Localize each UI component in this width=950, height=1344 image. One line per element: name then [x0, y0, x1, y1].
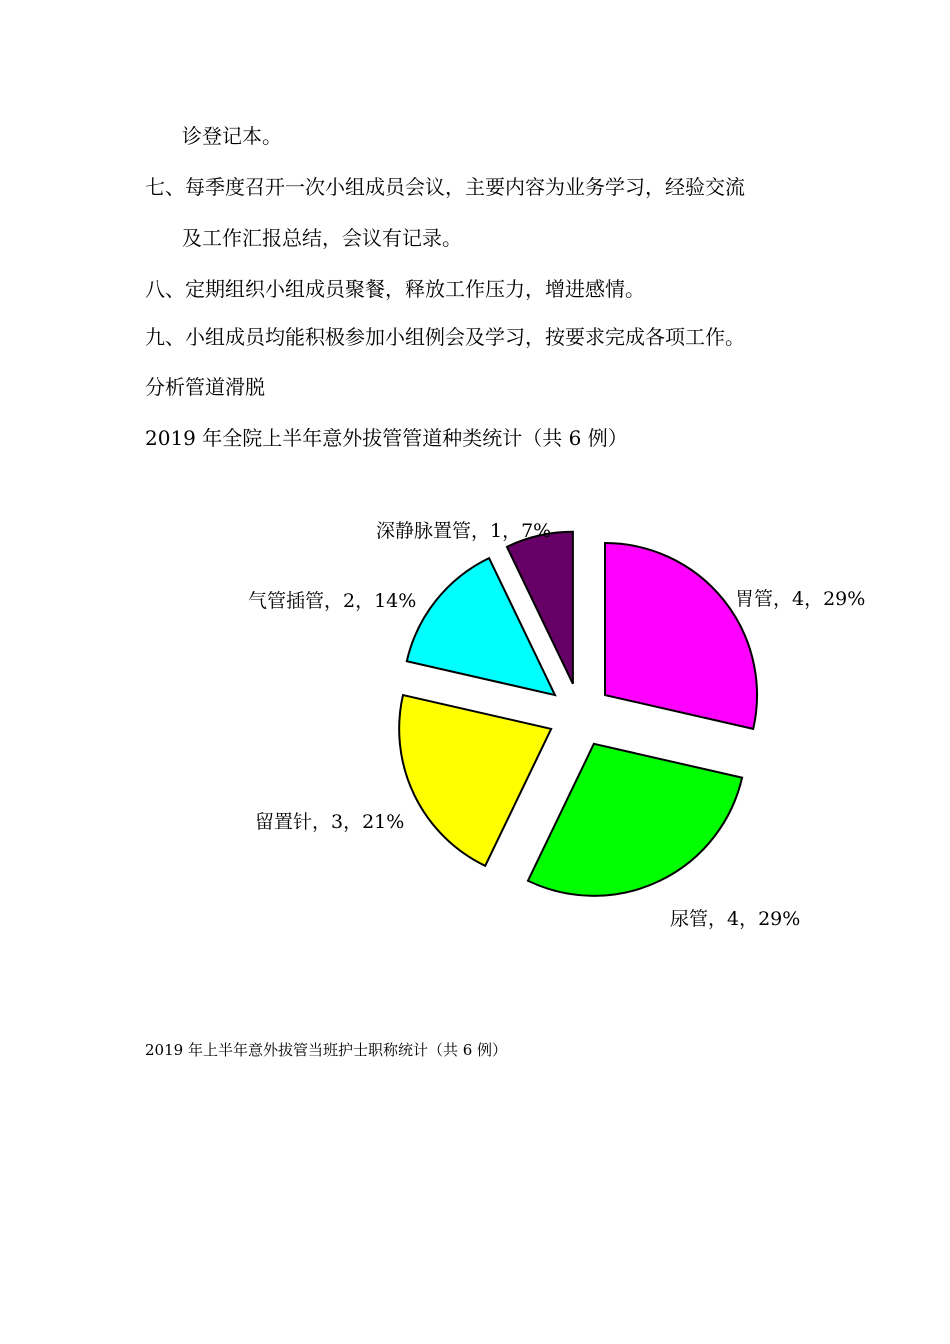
- chart-caption: 2019 年全院上半年意外拔管管道种类统计（共 6 例）: [145, 426, 628, 450]
- text-line-1: 诊登记本。: [182, 124, 282, 148]
- pie-data-label-5: 深静脉置管，1，7%: [376, 520, 552, 542]
- text-line-3: 及工作汇报总结，会议有记录。: [182, 226, 462, 250]
- pie-data-label-3: 留置针，3，21%: [255, 811, 405, 833]
- pie-slice-1: [605, 543, 757, 729]
- pie-data-label-1: 胃管，4，29%: [735, 588, 866, 610]
- pie-chart: [200, 495, 900, 955]
- footer-caption: 2019 年上半年意外拔管当班护士职称统计（共 6 例）: [145, 1041, 508, 1059]
- pie-slice-2: [528, 744, 742, 896]
- pie-data-label-2: 尿管，4，29%: [670, 908, 801, 930]
- text-line-2: 七、每季度召开一次小组成员会议，主要内容为业务学习，经验交流: [145, 175, 745, 199]
- text-line-4: 八、定期组织小组成员聚餐，释放工作压力，增进感情。: [145, 277, 645, 301]
- text-line-5: 九、小组成员均能积极参加小组例会及学习，按要求完成各项工作。: [145, 325, 745, 349]
- section-heading: 分析管道滑脱: [145, 375, 265, 399]
- pie-data-label-4: 气管插管，2，14%: [248, 590, 417, 612]
- pie-slice-3: [399, 695, 551, 866]
